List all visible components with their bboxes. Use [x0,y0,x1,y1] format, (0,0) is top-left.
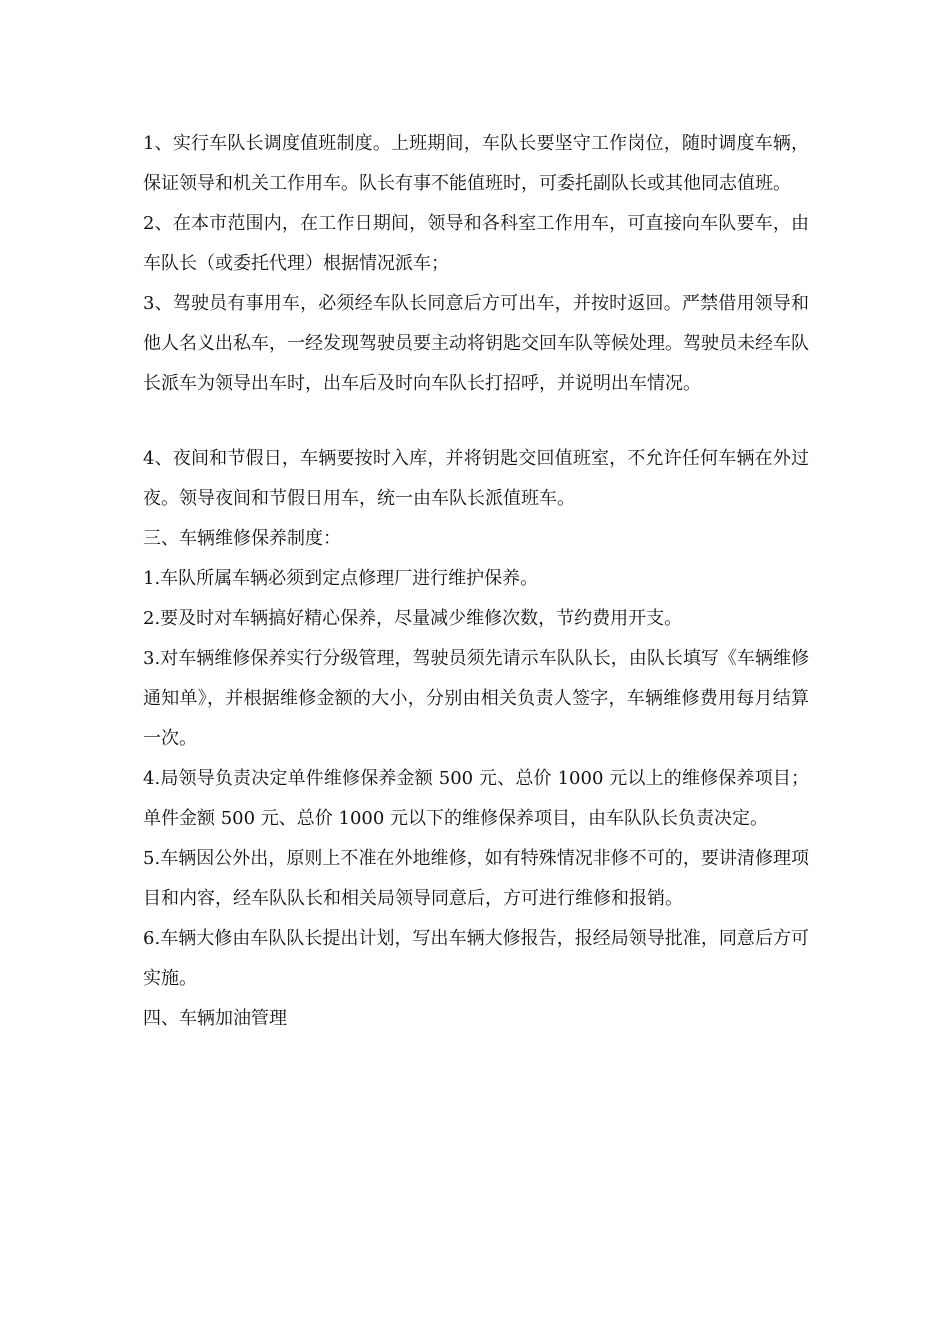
paragraph-spacer [143,404,809,439]
rule-paragraph-4: 4、夜间和节假日，车辆要按时入库，并将钥匙交回值班室，不允许任何车辆在外过夜。领导夜间和节假日用车，统一由车队长派值班车。 [143,448,809,509]
section-heading-maintenance: 三、车辆维修保养制度： [143,528,341,549]
section-heading-fuel: 四、车辆加油管理 [143,1008,287,1029]
document-body [143,124,809,1039]
maintenance-item-5: 5.车辆因公外出，原则上不准在外地维修，如有特殊情况非修不可的，要讲清修理项目和内容，经车队队长和相关局领导同意后，方可进行维修和报销。 [143,848,809,909]
rule-paragraph-3: 3、驾驶员有事用车，必须经车队长同意后方可出车，并按时返回。严禁借用领导和他人名义出私车，一经发现驾驶员要主动将钥匙交回车队等候处理。驾驶员未经车队长派车为领导出车时，出车后及时向车队长打招呼，并说明出车情况。 [143,293,809,394]
maintenance-item-4: 4.局领导负责决定单件维修保养金额 500 元、总价 1000 元以上的维修保养项目；单件金额 500 元、总价 1000 元以下的维修保养项目，由车队队长负责决定。 [143,768,809,829]
rule-paragraph-2: 2、在本市范围内，在工作日期间，领导和各科室工作用车，可直接向车队要车，由车队长（或委托代理）根据情况派车； [143,213,809,274]
rule-paragraph-1: 1、实行车队长调度值班制度。上班期间，车队长要坚守工作岗位，随时调度车辆，保证领导和机关工作用车。队长有事不能值班时，可委托副队长或其他同志值班。 [143,133,809,194]
maintenance-item-6: 6.车辆大修由车队队长提出计划，写出车辆大修报告，报经局领导批准，同意后方可实施。 [143,928,809,989]
maintenance-item-1: 1.车队所属车辆必须到定点修理厂进行维护保养。 [143,568,539,589]
maintenance-item-2: 2.要及时对车辆搞好精心保养，尽量减少维修次数，节约费用开支。 [143,608,683,629]
maintenance-item-3: 3.对车辆维修保养实行分级管理，驾驶员须先请示车队队长，由队长填写《车辆维修通知单》，并根据维修金额的大小，分别由相关负责人签字，车辆维修费用每月结算一次。 [143,648,809,749]
